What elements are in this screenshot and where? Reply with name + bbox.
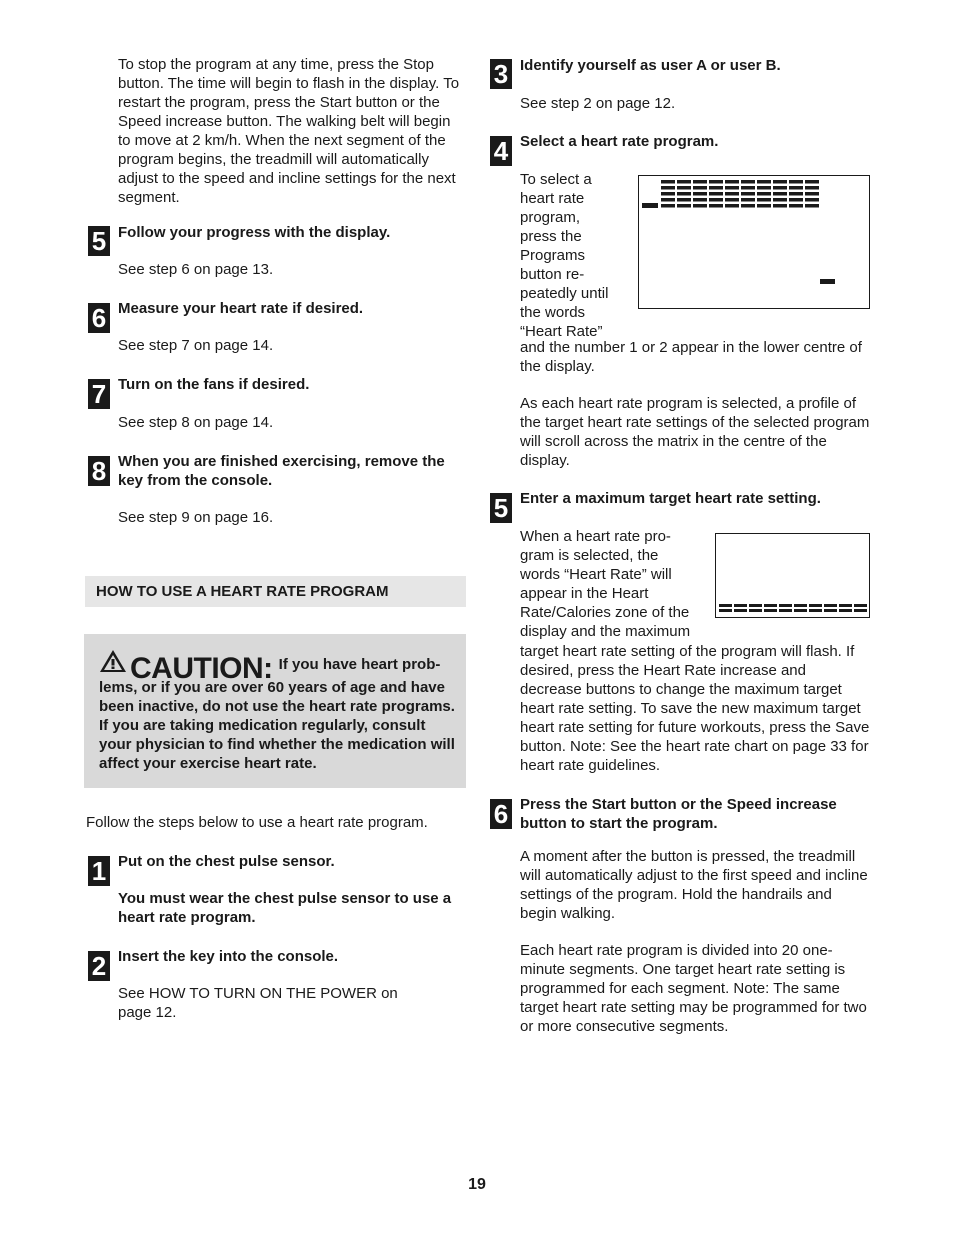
matrix-segment [794,604,807,607]
matrix-segment [805,180,819,184]
matrix-segment [805,192,819,196]
matrix-segment [709,204,723,208]
matrix-segment [741,186,755,190]
hr-step-2-number: 2 [88,951,110,981]
matrix-segment [789,180,803,184]
step-4-line: heart rate [520,190,585,207]
matrix-segment [734,604,747,607]
matrix-segment [839,609,852,612]
caution-title: CAUTION: [130,652,273,685]
matrix-segment [741,180,755,184]
right-step-4-text2: As each heart rate program is selected, a profile of the target heart rate settings of the selected program will scroll across the matrix in the centre of the display. [520,395,870,469]
right-step-4-text-cont: and the number 1 or 2 appear in the lower centre of the display. [520,339,862,375]
matrix-segment [805,186,819,190]
matrix-segment [693,198,707,202]
matrix-segment [779,604,792,607]
right-step-3-text: See step 2 on page 12. [520,95,676,112]
matrix-segment [764,604,777,607]
step-5-line: Rate/Calories zone of the [520,604,690,621]
program-matrix [639,176,869,216]
step-4-line: peatedly until [520,285,609,302]
right-step-3-number: 3 [490,59,512,89]
step-7-text: See step 8 on page 14. [118,414,274,431]
matrix-segment [709,192,723,196]
heart-rate-matrix [716,603,869,617]
matrix-segment [709,198,723,202]
right-step-4-title: Select a heart rate program. [520,133,719,150]
matrix-segment [661,180,675,184]
step-4-line: Programs [520,247,586,264]
step-4-line: To select a [520,171,592,188]
matrix-segment [773,180,787,184]
matrix-segment [725,186,739,190]
hr-step-2-text: See HOW TO TURN ON THE POWER on page 12. [118,985,398,1021]
caution-box [84,634,466,788]
step-5-text: See step 6 on page 13. [118,261,274,278]
step-6-title: Measure your heart rate if desired. [118,300,364,317]
step-8-number: 8 [88,456,110,486]
matrix-segment [741,198,755,202]
matrix-segment [741,204,755,208]
matrix-segment [773,198,787,202]
matrix-segment [749,609,762,612]
matrix-segment [789,186,803,190]
matrix-segment [661,204,675,208]
matrix-segment [773,186,787,190]
program-number-indicator [820,279,835,284]
warning-icon [99,649,127,673]
matrix-segment [719,604,732,607]
matrix-segment [839,604,852,607]
distance-readout [650,226,730,266]
matrix-segment [725,192,739,196]
matrix-segment [749,604,762,607]
hr-step-1-note: You must wear the chest pulse sensor to use a heart rate program. [118,890,452,926]
step-8-title: When you are finished exercising, remove the key from the console. [118,453,445,489]
matrix-segment [741,192,755,196]
matrix-segment [757,192,771,196]
right-step-3-title: Identify yourself as user A or user B. [520,57,781,74]
matrix-segment [677,198,691,202]
matrix-segment [789,204,803,208]
matrix-segment [709,180,723,184]
step-5-line: display and the maximum [520,623,691,640]
matrix-segment [693,186,707,190]
console-display-distance [638,175,870,309]
step-5-line: When a heart rate pro- [520,528,671,545]
matrix-segment [854,604,867,607]
section-heading: HOW TO USE A HEART RATE PROGRAM [85,576,466,607]
matrix-segment [773,192,787,196]
matrix-segment [677,180,691,184]
matrix-segment [757,186,771,190]
follow-text: Follow the steps below to use a heart rate program. [86,814,428,831]
matrix-segment [773,204,787,208]
step-5-line: appear in the Heart [520,585,649,602]
matrix-segment [677,204,691,208]
matrix-segment [824,609,837,612]
heart-rate-readout [764,558,854,598]
step-6-number: 6 [88,303,110,333]
matrix-segment [789,198,803,202]
matrix-segment [677,186,691,190]
matrix-segment [764,609,777,612]
matrix-segment [719,609,732,612]
hr-step-1-number: 1 [88,856,110,886]
right-step-6-title: Press the Start button or the Speed increase button to start the program. [520,796,837,832]
matrix-segment [693,192,707,196]
right-step-6-text: A moment after the button is pressed, the treadmill will automatically adjust to the first speed and incline settings of the program. Hold the handrails and begin walking. [520,848,868,922]
matrix-segment [809,609,822,612]
step-5-number: 5 [88,226,110,256]
right-step-5-number: 5 [490,493,512,523]
matrix-segment [725,180,739,184]
step-7-title: Turn on the fans if desired. [118,376,310,393]
matrix-segment [725,204,739,208]
matrix-segment [661,186,675,190]
matrix-segment [757,204,771,208]
step-5-line: gram is selected, the [520,547,659,564]
matrix-segment [693,204,707,208]
step-4-line: press the [520,228,582,245]
matrix-segment [677,192,691,196]
matrix-segment [693,180,707,184]
matrix-segment [854,609,867,612]
step-5-line: words “Heart Rate” will [520,566,672,583]
matrix-segment [734,609,747,612]
matrix-segment [809,604,822,607]
matrix-segment [794,609,807,612]
matrix-segment [805,198,819,202]
caution-body: lems, or if you are over 60 years of age and have been inactive, do not use the heart rate programs. If you are taking medication regularly, consult your physician to find whether the medication will affect your exercise heart rate. [99,679,455,772]
hr-step-2-title: Insert the key into the console. [118,948,339,965]
right-step-6-text2: Each heart rate program is divided into 20 one-minute segments. One target heart rate setting is programmed for each segment. Note: The same target heart rate setting may be programmed for two or more consecutive segments. [520,942,867,1035]
step-4-line: the words [520,304,586,321]
matrix-segment [725,198,739,202]
step-4-line: button re- [520,266,585,283]
matrix-segment [661,192,675,196]
matrix-segment [757,198,771,202]
right-step-5-text-cont: target heart rate setting of the program will flash. If desired, press the Heart Rate increase and decrease buttons to change the maximum target heart rate setting. To save the new maximum target heart rate setting for future workouts, press the Save button. Note: See the heart rate chart on page 33 for heart rate guidelines. [520,643,870,774]
matrix-segment [824,604,837,607]
hr-step-1-title: Put on the chest pulse sensor. [118,853,335,870]
intro-paragraph: To stop the program at any time, press the Stop button. The time will begin to flash in the display. To restart the program, press the Start button or the Speed increase button. The walking belt will begin to move at 2 km/h. When the next segment of the program begins, the treadmill will automatically adjust to the speed and incline settings for the next segment. [118,56,460,206]
step-8-text: See step 9 on page 16. [118,509,274,526]
caution-lead: If you have heart prob- [278,656,441,673]
matrix-segment [789,192,803,196]
console-display-heart-rate [715,533,870,618]
right-step-4-number: 4 [490,136,512,166]
right-step-4-text [520,170,635,341]
step-4-line: “Heart Rate” [520,323,603,340]
step-7-number: 7 [88,379,110,409]
matrix-segment [805,204,819,208]
matrix-segment [709,186,723,190]
right-step-5-title: Enter a maximum target heart rate setting. [520,490,821,507]
right-step-5-text [520,527,710,641]
page-number: 19 [468,1176,486,1193]
step-4-line: program, [520,209,581,226]
matrix-segment [661,198,675,202]
step-6-text: See step 7 on page 14. [118,337,274,354]
step-5-title: Follow your progress with the display. [118,224,391,241]
right-step-6-number: 6 [490,799,512,829]
matrix-segment [779,609,792,612]
matrix-segment [757,180,771,184]
